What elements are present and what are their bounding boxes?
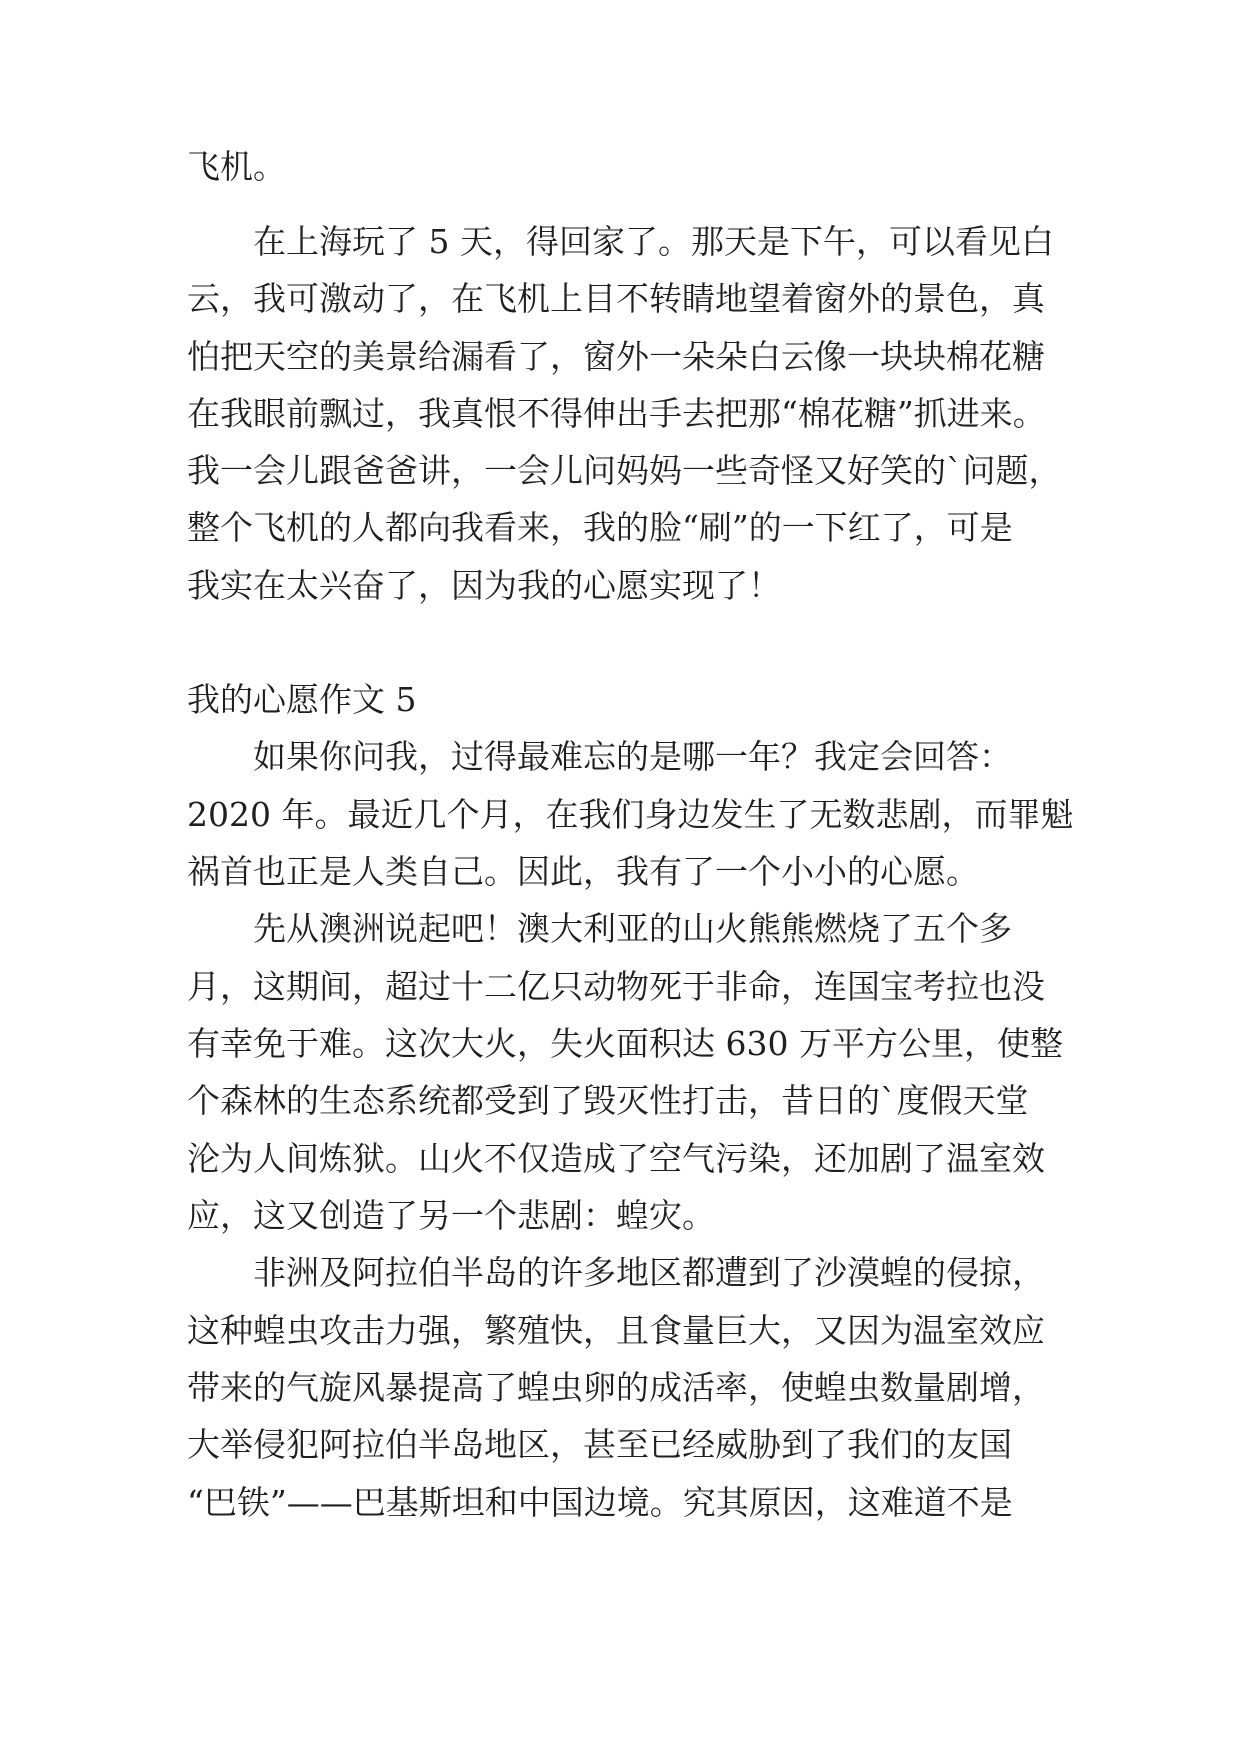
text-line: 整个飞机的人都向我看来，我的脸“刷”的一下红了，可是 — [187, 508, 1013, 547]
text-line: 怕把天空的美景给漏看了，窗外一朵朵白云像一块块棉花糖 — [187, 337, 1045, 376]
text-line: 有幸免于难。这次大火，失火面积达 630 万平方公里，使整 — [187, 1024, 1063, 1063]
text-line: 先从澳洲说起吧！澳大利亚的山火熊熊燃烧了五个多 — [253, 909, 1012, 948]
text-line: 这种蝗虫攻击力强，繁殖快，且食量巨大，又因为温室效应 — [187, 1311, 1045, 1350]
text-line: 2020 年。最近几个月，在我们身边发生了无数悲剧，而罪魁 — [187, 795, 1074, 834]
text-line: 在我眼前飘过，我真恨不得伸出手去把那“棉花糖”抓进来。 — [187, 394, 1046, 433]
text-line: 大举侵犯阿拉伯半岛地区，甚至已经威胁到了我们的友国 — [187, 1425, 1012, 1464]
text-line: 云，我可激动了，在飞机上目不转睛地望着窗外的景色，真 — [187, 279, 1045, 318]
text-line: 带来的气旋风暴提高了蝗虫卵的成活率，使蝗虫数量剧增， — [187, 1368, 1045, 1407]
text-line: 我一会儿跟爸爸讲，一会儿问妈妈一些奇怪又好笑的`问题， — [187, 451, 1062, 490]
text-line: 我实在太兴奋了，因为我的心愿实现了！ — [187, 566, 781, 605]
text-line: 在上海玩了 5 天，得回家了。那天是下午，可以看见白 — [253, 222, 1054, 261]
text-line: 沦为人间炼狱。山火不仅造成了空气污染，还加剧了温室效 — [187, 1139, 1045, 1178]
text-line: 祸首也正是人类自己。因此，我有了一个小小的心愿。 — [187, 852, 979, 891]
text-line: 飞机。 — [187, 147, 286, 186]
section-heading: 我的心愿作文 5 — [187, 680, 417, 719]
text-line: 非洲及阿拉伯半岛的许多地区都遭到了沙漠蝗的侵掠， — [253, 1253, 1045, 1292]
text-line: 如果你问我，过得最难忘的是哪一年？我定会回答： — [253, 737, 1012, 776]
text-line: “巴铁”——巴基斯坦和中国边境。究其原因，这难道不是 — [187, 1483, 1013, 1522]
text-line: 月，这期间，超过十二亿只动物死于非命，连国宝考拉也没 — [187, 967, 1045, 1006]
text-line: 个森林的生态系统都受到了毁灭性打击，昔日的`度假天堂 — [187, 1081, 1029, 1120]
text-line: 应，这又创造了另一个悲剧：蝗灾。 — [187, 1196, 715, 1235]
